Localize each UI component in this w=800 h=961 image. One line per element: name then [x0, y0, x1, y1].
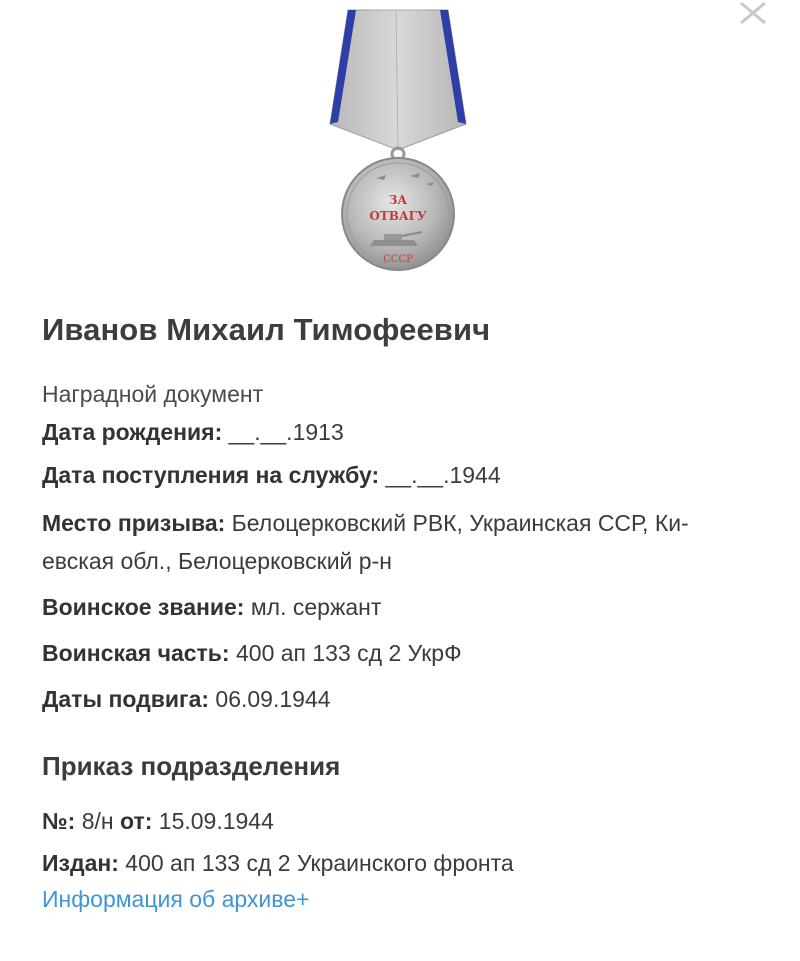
service-date-row — [42, 452, 762, 498]
feat-date-row — [42, 676, 762, 722]
service-date-label: Дата поступления на службу: — [42, 462, 380, 488]
archive-info-link[interactable]: Информация об архиве+ — [42, 886, 310, 912]
birth-date-label: Дата рождения: — [42, 419, 223, 445]
document-type: Наградной документ — [42, 381, 264, 407]
birth-date-value: __.__.1913 — [222, 419, 344, 445]
order-issued-row — [42, 842, 762, 884]
order-date-label: от: — [119, 808, 153, 834]
rank-row — [42, 584, 762, 630]
draft-place-value-line2: евская обл., Белоцерковский р-н — [42, 548, 392, 574]
medal-inscription-middle: ОТВАГУ — [369, 209, 427, 223]
unit-value: 400 ап 133 сд 2 УкрФ — [229, 640, 462, 666]
medal-inscription-bottom: СССР — [383, 254, 413, 265]
order-number-label: №: — [42, 808, 76, 834]
service-date-value: __.__.1944 — [379, 462, 501, 488]
award-details — [42, 376, 762, 722]
medal-inscription-top: ЗА — [388, 193, 408, 207]
draft-place-value-line1: Белоцерковский РВК, Украинская ССР, Ки- — [225, 510, 689, 536]
birth-date-row — [42, 412, 762, 452]
unit-row — [42, 630, 762, 676]
order-number-value: 8/н — [75, 808, 120, 834]
order-number-row — [42, 800, 762, 842]
feat-date-value: 06.09.1944 — [209, 686, 331, 712]
draft-place-row — [42, 504, 762, 580]
close-button[interactable] — [738, 0, 768, 26]
rank-label: Воинское звание: — [42, 594, 245, 620]
unit-label: Воинская часть: — [42, 640, 230, 666]
draft-place-label: Место призыва: — [42, 510, 226, 536]
order-issued-value: 400 ап 133 сд 2 Украинского фронта — [118, 850, 514, 876]
order-details — [42, 800, 762, 884]
feat-date-label: Даты подвига: — [42, 686, 210, 712]
close-icon[interactable] — [738, 0, 768, 26]
order-issued-label: Издан: — [42, 850, 119, 876]
rank-value: мл. сержант — [244, 594, 382, 620]
order-date-value: 15.09.1944 — [152, 808, 274, 834]
order-title: Приказ подразделения — [42, 751, 341, 781]
medal-image — [326, 8, 470, 274]
person-name: Иванов Михаил Тимофеевич — [42, 312, 491, 347]
